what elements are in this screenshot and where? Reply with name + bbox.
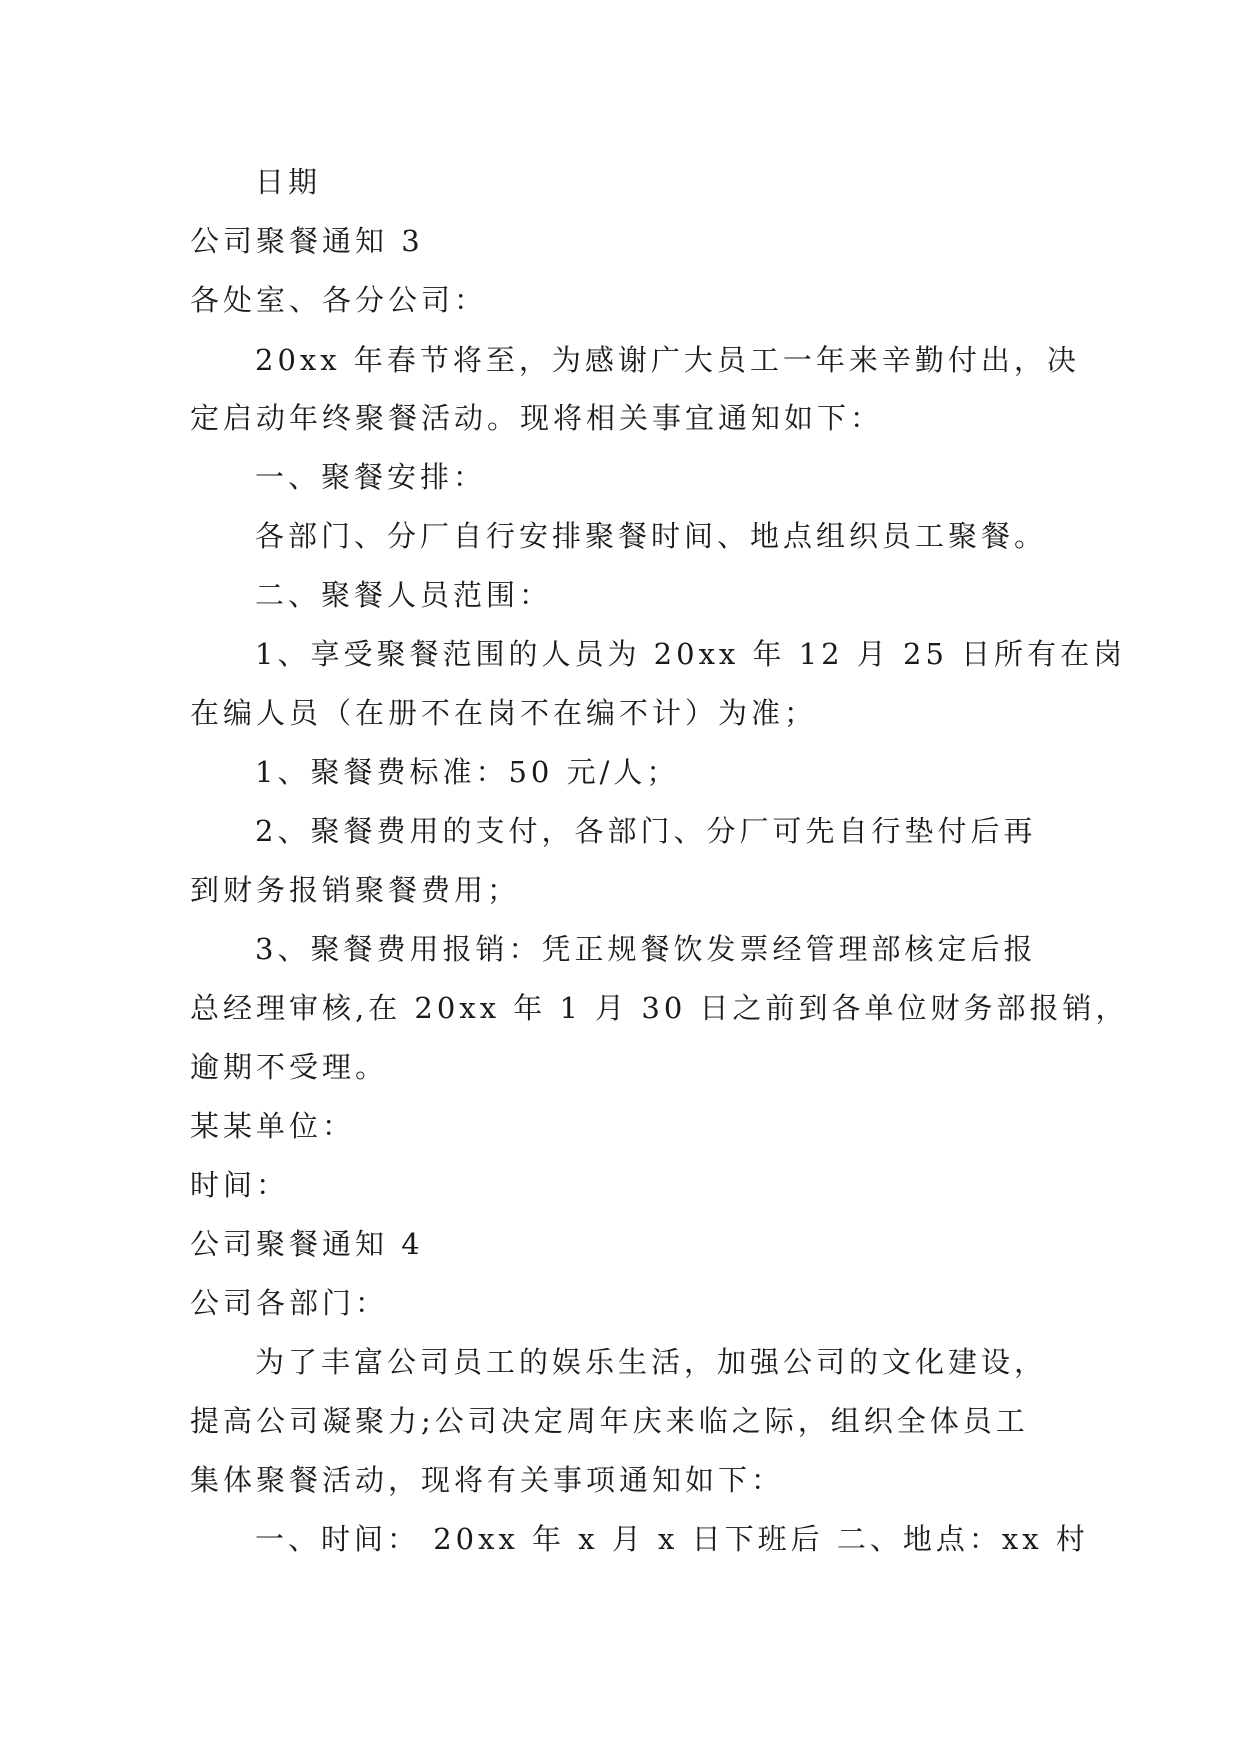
section-heading: 一、聚餐安排： <box>255 460 487 494</box>
notice-3-title: 公司聚餐通知 3 <box>190 224 424 258</box>
paragraph-line: 一、时间： 20xx 年 x 月 x 日下班后 二、地点：xx 村 <box>255 1522 1089 1556</box>
paragraph-line: 1、享受聚餐范围的人员为 20xx 年 12 月 25 日所有在岗 <box>255 637 1127 671</box>
paragraph-line: 总经理审核,在 20xx 年 1 月 30 日之前到各单位财务部报销， <box>190 991 1129 1025</box>
notice-4-paragraph-line: 集体聚餐活动，现将有关事项通知如下： <box>190 1463 785 1497</box>
paragraph-line: 2、聚餐费用的支付，各部门、分厂可先自行垫付后再 <box>255 814 1037 848</box>
paragraph-line: 逾期不受理。 <box>190 1050 389 1084</box>
notice-4-paragraph-line: 为了丰富公司员工的娱乐生活，加强公司的文化建设， <box>255 1345 1048 1379</box>
paragraph-line: 1、聚餐费标准：50 元/人； <box>255 755 680 789</box>
paragraph-line: 3、聚餐费用报销：凭正规餐饮发票经管理部核定后报 <box>255 932 1037 966</box>
notice-3-paragraph-line: 20xx 年春节将至，为感谢广大员工一年来辛勤付出，决 <box>255 343 1080 377</box>
notice-4-title: 公司聚餐通知 4 <box>190 1227 424 1261</box>
paragraph-line: 各部门、分厂自行安排聚餐时间、地点组织员工聚餐。 <box>255 519 1048 553</box>
notice-4-paragraph-line: 提高公司凝聚力;公司决定周年庆来临之际，组织全体员工 <box>190 1404 1029 1438</box>
notice-3-addressee: 各处室、各分公司： <box>190 283 488 317</box>
signature-time: 时间： <box>190 1168 290 1202</box>
notice-3-paragraph-line: 定启动年终聚餐活动。现将相关事宜通知如下： <box>190 401 884 435</box>
paragraph-line: 到财务报销聚餐费用； <box>190 873 521 907</box>
date-label: 日期 <box>255 165 322 199</box>
section-heading: 二、聚餐人员范围： <box>255 578 553 612</box>
signature-unit: 某某单位： <box>190 1109 356 1143</box>
paragraph-line: 在编人员（在册不在岗不在编不计）为准； <box>190 696 818 730</box>
notice-4-addressee: 公司各部门： <box>190 1286 389 1320</box>
